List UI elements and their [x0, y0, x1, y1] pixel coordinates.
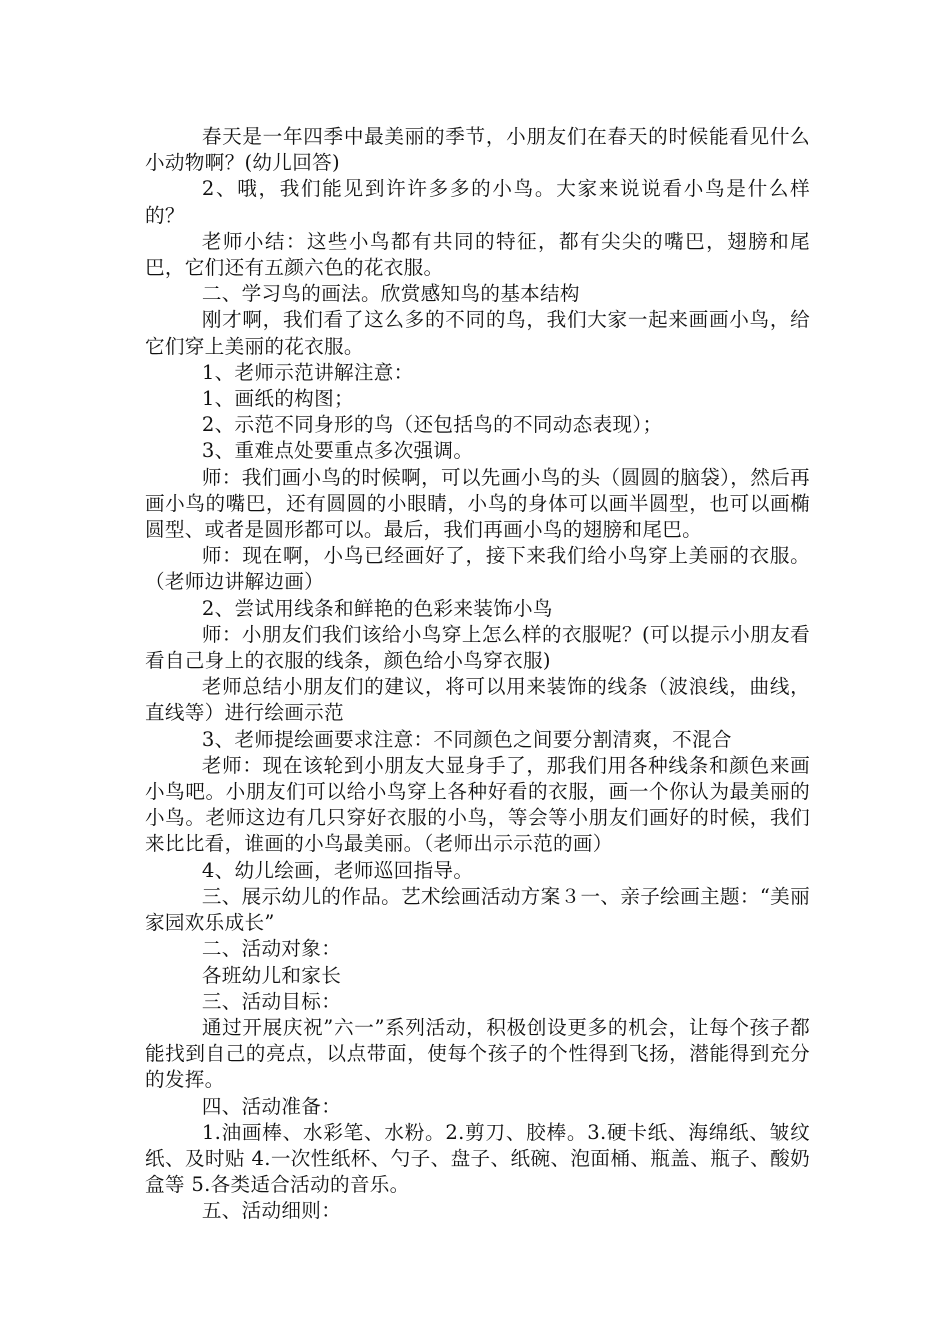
section-heading: 五、活动细则：	[201, 1199, 342, 1223]
section-heading: 三、展示幼儿的作品。艺术绘画活动方案３一、亲子绘画主题：“美丽家园欢乐成长”	[145, 884, 810, 935]
paragraph: 老师小结：这些小鸟都有共同的特征，都有尖尖的嘴巴，翅膀和尾巴，它们还有五颜六色的花衣服。	[145, 229, 810, 280]
paragraph: 4、幼儿绘画，老师巡回指导。	[201, 858, 474, 882]
paragraph: 2、尝试用线条和鲜艳的色彩来装饰小鸟	[201, 596, 553, 620]
document-body	[145, 124, 810, 1225]
paragraph: 师：我们画小鸟的时候啊，可以先画小鸟的头（圆圆的脑袋），然后再画小鸟的嘴巴，还有圆圆的小眼睛，小鸟的身体可以画半圆型，也可以画椭圆型、或者是圆形都可以。最后，我们再画小鸟的翅膀和尾巴。	[145, 465, 810, 542]
paragraph: 2、哦，我们能见到许许多多的小鸟。大家来说说看小鸟是什么样的？	[145, 177, 810, 227]
paragraph: 春天是一年四季中最美丽的季节，小朋友们在春天的时候能看见什么小动物啊？(幼儿回答)	[145, 125, 810, 175]
paragraph: 1、老师示范讲解注意：	[201, 360, 414, 384]
paragraph: 老师总结小朋友们的建议，将可以用来装饰的线条（波浪线，曲线，直线等）进行绘画示范	[145, 675, 810, 725]
paragraph: 师：现在啊，小鸟已经画好了，接下来我们给小鸟穿上美丽的衣服。（老师边讲解边画）	[145, 544, 810, 594]
section-heading: 二、学习鸟的画法。欣赏感知鸟的基本结构	[201, 282, 580, 306]
section-heading: 四、活动准备：	[201, 1094, 342, 1118]
paragraph: 老师：现在该轮到小朋友大显身手了，那我们用各种线条和颜色来画小鸟吧。小朋友们可以给小鸟穿上各种好看的衣服，画一个你认为最美丽的小鸟。老师这边有几只穿好衣服的小鸟，等会等小朋友们画好的时候，我们来比比看，谁画的小鸟最美丽。（老师出示示范的画）	[145, 753, 810, 856]
paragraph: 通过开展庆祝”六一”系列活动，积极创设更多的机会，让每个孩子都能找到自己的亮点，以点带面，使每个孩子的个性得到飞扬，潜能得到充分的发挥。	[145, 1015, 810, 1092]
list-item: 1、画纸的构图；	[201, 387, 354, 411]
paragraph: 各班幼儿和家长	[201, 963, 342, 987]
paragraph: 刚才啊，我们看了这么多的不同的鸟，我们大家一起来画画小鸟，给它们穿上美丽的花衣服。	[145, 308, 810, 358]
list-item: 3、重难点处要重点多次强调。	[201, 439, 474, 463]
paragraph: 师：小朋友们我们该给小鸟穿上怎么样的衣服呢？(可以提示小朋友看看自己身上的衣服的线条，颜色给小鸟穿衣服)	[145, 622, 810, 673]
section-heading: 二、活动对象：	[201, 937, 342, 961]
paragraph: 3、老师提绘画要求注意：不同颜色之间要分割清爽，不混合	[201, 727, 732, 751]
paragraph: 1.油画棒、水彩笔、水粉。2.剪刀、胶棒。3.硬卡纸、海绵纸、皱纹纸、及时贴 4.一次性纸杯、勺子、盘子、纸碗、泡面桶、瓶盖、瓶子、酸奶盒等 5.各类适合活动的音乐。	[145, 1120, 810, 1197]
list-item: 2、示范不同身形的鸟（还包括鸟的不同动态表现）；	[201, 413, 663, 437]
section-heading: 三、活动目标：	[201, 989, 342, 1013]
